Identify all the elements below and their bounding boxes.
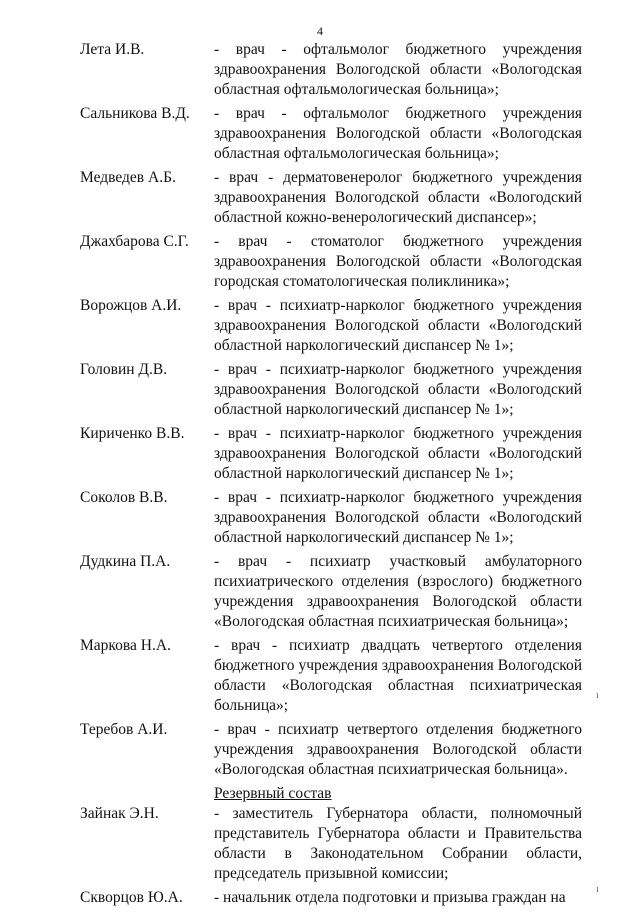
list-item [0, 232, 640, 296]
member-role: - врач - психиатр двадцать четвертого отделения бюджетного учреждения здравоохранения Вологодской области «Вологодская областная психиатрическая больница»; [214, 637, 582, 714]
member-role: - врач - психиатр-нарколог бюджетного учреждения здравоохранения Вологодской области «Вологодский областной наркологический диспансер № 1»; [214, 297, 582, 354]
list-item [0, 488, 640, 552]
commission-list [0, 40, 640, 912]
reserve-section-title: Резервный состав [214, 785, 332, 802]
member-name: Лета И.В. [80, 41, 145, 58]
member-role: - врач - психиатр-нарколог бюджетного учреждения здравоохранения Вологодской области «Вологодский областной наркологический диспансер № 1»; [214, 425, 582, 482]
page-number: 4 [317, 24, 323, 38]
list-item [0, 552, 640, 636]
member-role: - заместитель Губернатора области, полномочный представитель Губернатора области и Правительства области в Законодательном Собрании области, председатель призывной комиссии; [214, 805, 582, 882]
member-name: Кириченко В.В. [80, 425, 185, 442]
member-name: Джахбарова С.Г. [80, 233, 189, 250]
member-name: Дудкина П.А. [80, 553, 171, 570]
member-name: Медведев А.Б. [80, 169, 176, 186]
member-role: - врач - дерматовенеролог бюджетного учреждения здравоохранения Вологодской области «Вологодский областной кожно-венерологический диспансер»; [214, 169, 582, 226]
scan-mark: ı [596, 884, 599, 895]
list-item [0, 296, 640, 360]
member-role: - начальник отдела подготовки и призыва граждан на [214, 889, 566, 906]
member-name: Маркова Н.А. [80, 637, 171, 654]
reserve-section [0, 784, 640, 804]
list-item [0, 40, 640, 104]
list-item [0, 424, 640, 488]
list-item [0, 360, 640, 424]
list-item [0, 720, 640, 784]
member-role: - врач - офтальмолог бюджетного учреждения здравоохранения Вологодской области «Вологодская областная офтальмологическая больница»; [214, 41, 582, 98]
member-role: - врач - психиатр участковый амбулаторного психиатрического отделения (взрослого) бюджетного учреждения здравоохранения Вологодской области «Вологодская областная психиатрическая больница»; [214, 553, 582, 630]
member-name: Теребов А.И. [80, 721, 168, 738]
list-item [0, 104, 640, 168]
member-name: Сальникова В.Д. [80, 105, 190, 122]
member-name: Ворожцов А.И. [80, 297, 182, 314]
member-role: - врач - стоматолог бюджетного учреждения здравоохранения Вологодской области «Вологодская городская стоматологическая поликлиника»; [214, 233, 582, 290]
list-item [0, 636, 640, 720]
list-item [0, 804, 640, 888]
member-role: - врач - офтальмолог бюджетного учреждения здравоохранения Вологодской области «Вологодская областная офтальмологическая больница»; [214, 105, 582, 162]
member-name: Скворцов Ю.А. [80, 889, 183, 906]
member-role: - врач - психиатр-нарколог бюджетного учреждения здравоохранения Вологодской области «Вологодский областной наркологический диспансер № 1»; [214, 489, 582, 546]
member-name: Зайнак Э.Н. [80, 805, 159, 822]
member-role: - врач - психиатр четвертого отделения бюджетного учреждения здравоохранения Вологодской области «Вологодская областная психиатрическая больница». [214, 721, 582, 778]
list-item [0, 888, 640, 912]
member-name: Головин Д.В. [80, 361, 168, 378]
member-role: - врач - психиатр-нарколог бюджетного учреждения здравоохранения Вологодской области «Вологодский областной наркологический диспансер № 1»; [214, 361, 582, 418]
scan-mark: ı [596, 690, 599, 701]
member-name: Соколов В.В. [80, 489, 168, 506]
list-item [0, 168, 640, 232]
